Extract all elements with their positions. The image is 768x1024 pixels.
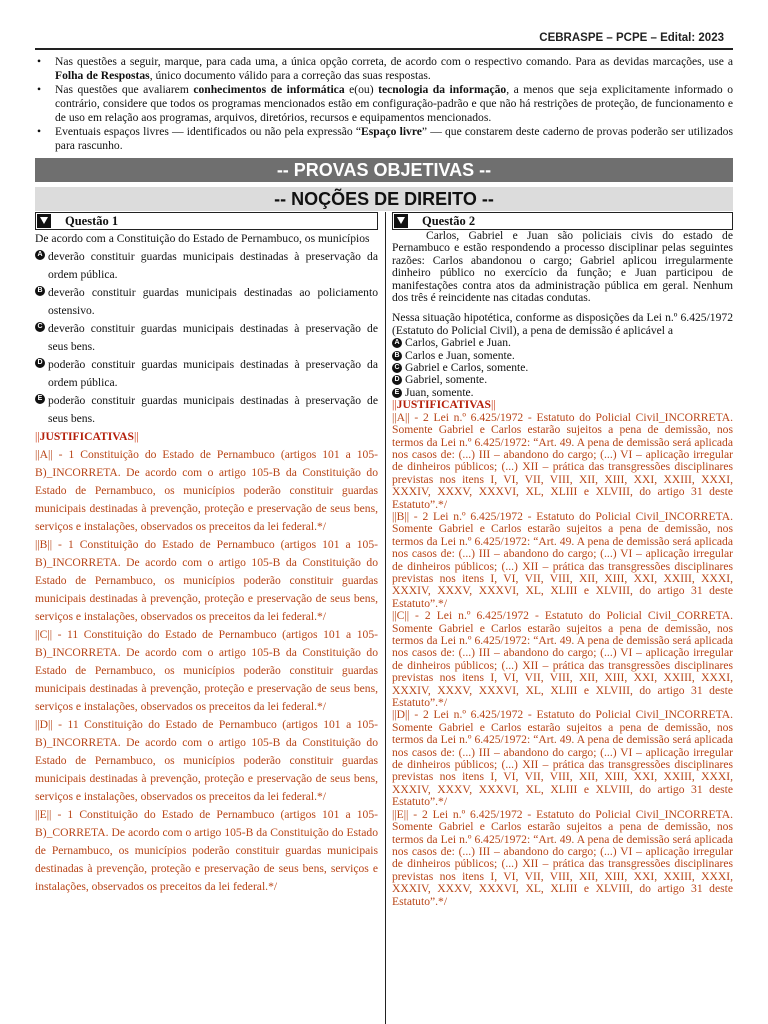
option-a-text: Carlos, Gabriel e Juan. [405,336,511,350]
instruction-emphasis: conhecimentos de informática [193,83,345,96]
option-d-badge-icon: D [392,375,402,385]
instruction-run: Nas questões que avaliarem [55,83,194,96]
instruction-run: ” — que constarem deste caderno de provas poderão ser utilizados para rascunho. [55,125,733,152]
question-2-column [392,212,733,1024]
instruction-item [35,125,733,153]
option-a[interactable] [35,248,378,284]
bullet-icon: • [37,55,42,68]
option-a-badge-icon: A [392,338,402,348]
option-e-badge-icon: E [392,388,402,398]
question-2-header [392,212,733,230]
option-c-badge-icon: C [392,363,402,373]
question-2-command: Nessa situação hipotética, conforme as disposições da Lei n.º 6.425/1972 (Estatuto do Policial Civil), a pena de demissão é aplicável a [392,311,733,337]
justificativas-title: ||JUSTIFICATIVAS|| [35,430,139,443]
option-c-text: Gabriel e Carlos, somente. [405,361,529,375]
option-e[interactable] [35,392,378,428]
question-1-label: Questão 1 [65,213,119,228]
option-c-text: deverão constituir guardas municipais destinadas à preservação de seus bens. [48,322,378,353]
justificativa-d: ||D|| - 2 Lei n.º 6.425/1972 - Estatuto do Policial Civil_INCORRETA. Somente Gabriel e Carlos estarão sujeitos a pena de demissão, nos termos da Lei n.º 6.425/1972: “Art. 49. A pena de demissão será aplicada nos casos de: (...) III – abandono do cargo; (...) VI – aplicação irregular de dinheiros públicos; (...) XII – prática das transgressões disciplinares previstas nos itens I, VI, VII, VIII, XII, XIII, XXI, XXIII, XXXI, XXXIV, XXXV, XXXVI, XL, XLIII e XLVIII, do artigo 31 deste Estatuto”.*/ [392,708,733,809]
question-flag-icon [394,214,408,228]
instruction-emphasis: tecnologia da informação [378,83,507,96]
nocoes-de-direito-banner: -- NOÇÕES DE DIREITO -- [35,187,733,211]
option-d[interactable] [35,356,378,392]
question-1-stem: De acordo com a Constituição do Estado de Pernambuco, os municípios [35,232,370,245]
instruction-item [35,83,733,125]
provas-objetivas-banner: -- PROVAS OBJETIVAS -- [35,158,733,182]
option-e-badge-icon: E [35,394,45,404]
option-e[interactable] [392,387,733,399]
option-b-badge-icon: B [392,351,402,361]
justificativa-d: ||D|| - 11 Constituição do Estado de Pernambuco (artigos 101 a 105-B)_INCORRETA. De acordo com o artigo 105-B da Constituição do Estado de Pernambuco, os municípios poderão constituir guardas municipais destinadas à prevenção, proteção e preservação de seus bens, serviços e instalações, observados os preceitos da lei federal.*/ [35,718,378,803]
justificativa-e: ||E|| - 2 Lei n.º 6.425/1972 - Estatuto do Policial Civil_INCORRETA. Somente Gabriel e Carlos estarão sujeitos a pena de demissão, nos termos da Lei n.º 6.425/1972: “Art. 49. A pena de demissão será aplicada nos casos de: (...) III – abandono do cargo; (...) VI – aplicação irregular de dinheiros públicos; (...) XII – prática das transgressões disciplinares previstas nos itens I, VI, VII, VIII, XII, XIII, XXI, XXIII, XXXI, XXXIV, XXXV, XXXVI, XL, XLIII e XLVIII, do artigo 31 deste Estatuto”.*/ [392,807,733,908]
justificativa-b: ||B|| - 1 Constituição do Estado de Pernambuco (artigos 101 a 105-B)_INCORRETA. De acordo com o artigo 105-B da Constituição do Estado de Pernambuco, os municípios poderão constituir guardas municipais destinadas à prevenção, proteção e preservação de seus bens, serviços e instalações, observados os preceitos da lei federal.*/ [35,538,378,623]
question-1-options [35,248,378,428]
instruction-run: , a menos que seja explicitamente informado o contrário, considere que todos os programas mencionados estão em configuração-padrão e que não há restrições de proteção, de funcionamento e de uso em relação aos programas, arquivos, diretórios, recursos e equipamentos mencionados. [55,83,734,124]
option-b-text: Carlos e Juan, somente. [405,348,515,362]
column-divider [385,212,386,1024]
instructions-list [35,55,733,153]
option-a-badge-icon: A [35,250,45,260]
instruction-run: e(ou) [344,83,379,96]
justificativa-b: ||B|| - 2 Lei n.º 6.425/1972 - Estatuto do Policial Civil_INCORRETA. Somente Gabriel e Carlos estarão sujeitos a pena de demissão, nos termos da Lei n.º 6.425/1972: “Art. 49. A pena de demissão será aplicada nos casos de: (...) III – abandono do cargo; (...) VI – aplicação irregular de dinheiros públicos; (...) XII – prática das transgressões disciplinares previstas nos itens I, VI, VII, VIII, XII, XIII, XXI, XXIII, XXXI, XXXIV, XXXV, XXXVI, XL, XLIII e XLVIII, do artigo 31 deste Estatuto”.*/ [392,509,733,610]
justificativas-title: ||JUSTIFICATIVAS|| [392,398,496,412]
option-d-badge-icon: D [35,358,45,368]
instruction-emphasis: Espaço livre [361,125,422,138]
option-a-text: deverão constituir guardas municipais destinadas à preservação da ordem pública. [48,250,378,281]
justificativa-e: ||E|| - 1 Constituição do Estado de Pernambuco (artigos 101 a 105-B)_CORRETA. De acordo com o artigo 105-B da Constituição do Estado de Pernambuco, os municípios poderão constituir guardas municipais destinadas à prevenção, proteção e preservação de seus bens, serviços e instalações, observados os preceitos da lei federal.*/ [35,808,378,893]
question-2-options [392,337,733,399]
justificativa-c: ||C|| - 2 Lei n.º 6.425/1972 - Estatuto do Policial Civil_CORRETA. Somente Gabriel e Carlos estarão sujeitos a pena de demissão, nos termos da Lei n.º 6.425/1972: “Art. 49. A pena de demissão será aplicada nos casos de: (...) III – abandono do cargo; (...) VI – aplicação irregular de dinheiros públicos; (...) XII – prática das transgressões disciplinares previstas nos itens I, VI, VII, VIII, XII, XIII, XXI, XXIII, XXXI, XXXIV, XXXV, XXXVI, XL, XLIII e XLVIII, do artigo 31 deste Estatuto”.*/ [392,609,733,710]
option-d-text: poderão constituir guardas municipais destinadas à preservação da ordem pública. [48,358,378,389]
justificativa-c: ||C|| - 11 Constituição do Estado de Pernambuco (artigos 101 a 105-B)_INCORRETA. De acordo com o artigo 105-B da Constituição do Estado de Pernambuco, os municípios poderão constituir guardas municipais destinadas à prevenção, proteção e preservação de seus bens, serviços e instalações, observados os preceitos da lei federal.*/ [35,628,378,713]
option-b[interactable] [35,284,378,320]
bullet-icon: • [37,83,42,96]
option-e-text: poderão constituir guardas municipais destinadas à preservação de seus bens. [48,394,378,425]
question-2-stem: Carlos, Gabriel e Juan são policiais civis do estado de Pernambuco e estão respondendo a processo disciplinar pelas seguintes razões: Carlos abandonou o cargo; Gabriel aplicou irregularmente dinheiro público no exercício da função; e Juan participou de manifestações contra atos da administração pública em geral. Nenhum dos três é reincidente nas citadas condutas. [392,229,733,305]
question-1-header [35,212,378,230]
question-2-label: Questão 2 [422,213,476,228]
instruction-run: Nas questões a seguir, marque, para cada uma, a única opção correta, de acordo com o respectivo comando. Para as devidas marcações, use a [55,55,733,68]
instruction-text [55,125,733,152]
instruction-text [55,55,733,82]
justificativas-title-text: JUSTIFICATIVAS [396,398,491,412]
instruction-emphasis: Folha de Respostas [55,69,150,82]
instruction-run: , único documento válido para a correção das suas respostas. [149,69,431,82]
bullet-icon: • [37,125,42,138]
option-d-text: Gabriel, somente. [405,373,488,387]
question-1-column [35,212,378,1024]
justificativa-a: ||A|| - 1 Constituição do Estado de Pernambuco (artigos 101 a 105-B)_INCORRETA. De acordo com o artigo 105-B da Constituição do Estado de Pernambuco, os municípios poderão constituir guardas municipais destinadas à prevenção, proteção e preservação de seus bens, serviços e instalações, observados os preceitos da lei federal.*/ [35,448,378,533]
option-c-badge-icon: C [35,322,45,332]
instruction-text [55,83,733,124]
instruction-run: Eventuais espaços livres — identificados ou não pela expressão “ [55,125,361,138]
header-rule [35,48,733,50]
question-flag-icon [37,214,51,228]
justificativas-title-text: JUSTIFICATIVAS [39,430,134,443]
option-c[interactable] [35,320,378,356]
justificativa-a: ||A|| - 2 Lei n.º 6.425/1972 - Estatuto do Policial Civil_INCORRETA. Somente Gabriel e Carlos estarão sujeitos a pena de demissão, nos termos da Lei n.º 6.425/1972: “Art. 49. A pena de demissão será aplicada nos casos de: (...) III – abandono do cargo; (...) VI – aplicação irregular de dinheiros públicos; (...) XII – prática das transgressões disciplinares previstas nos itens I, VI, VII, VIII, XII, XIII, XXI, XXIII, XXXI, XXXIV, XXXV, XXXVI, XL, XLIII e XLVIII, do artigo 31 deste Estatuto”.*/ [392,410,733,511]
option-b-badge-icon: B [35,286,45,296]
exam-header-tag: CEBRASPE – PCPE – Edital: 2023 [539,32,724,44]
option-b-text: deverão constituir guardas municipais destinadas ao policiamento ostensivo. [48,286,378,317]
option-e-text: Juan, somente. [405,385,474,399]
instruction-item [35,55,733,83]
